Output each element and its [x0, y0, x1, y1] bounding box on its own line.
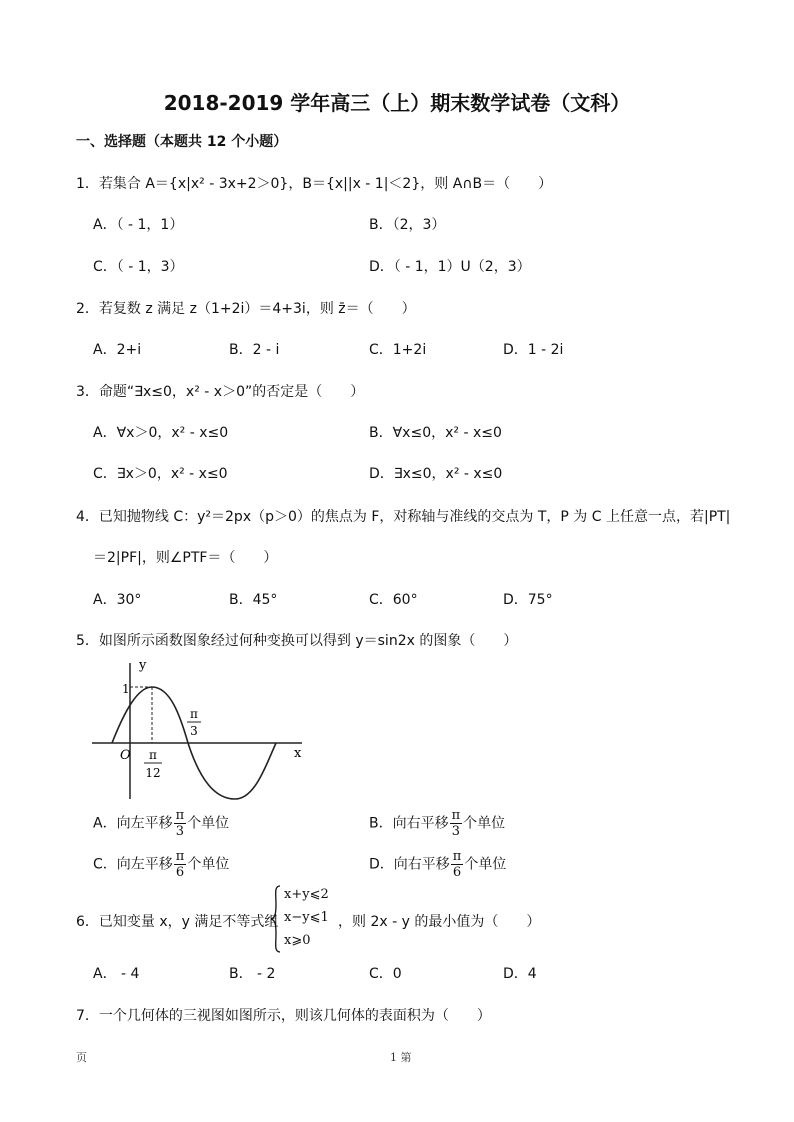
question-2-option-d: D．1 - 2i: [503, 342, 564, 358]
question-6-stem-prefix: 6．已知变量 x，y 满足不等式组: [76, 914, 279, 930]
tick-right-numerator: π: [190, 707, 198, 721]
peak-value-label: 1: [122, 682, 130, 696]
question-3-option-a: A．∀x＞0，x² - x≤0: [93, 425, 229, 441]
question-2-option-b: B．2 - i: [229, 342, 280, 358]
system-brace-icon: [270, 884, 282, 954]
question-5-stem: 5．如图所示函数图象经过何种变换可以得到 y＝sin2x 的图象（ ）: [76, 633, 518, 649]
tick-right-denominator: 3: [190, 724, 198, 738]
section-heading: 一、选择题（本题共 12 个小题）: [76, 134, 288, 150]
question-4-stem: 4．已知抛物线 C：y²＝2px（p＞0）的焦点为 F，对称轴与准线的交点为 T，P 为 C 上任意一点，若|PT|: [76, 509, 731, 525]
inequality-3: x⩾0: [284, 933, 311, 948]
footer-left: 页: [76, 1051, 87, 1064]
page-title: 2018-2019 学年高三（上）期末数学试卷（文科）: [163, 91, 631, 115]
question-3-option-c: C．∃x＞0，x² - x≤0: [93, 466, 228, 482]
question-1-option-b: B．（2，3）: [369, 217, 446, 233]
question-4-option-d: D．75°: [503, 592, 553, 608]
question-6-option-c: C．0: [369, 966, 402, 982]
question-4-option-c: C．60°: [369, 592, 418, 608]
tick-left-denominator: 12: [145, 766, 161, 780]
question-6-option-b: B． - 2: [229, 966, 276, 982]
question-4-option-a: A．30°: [93, 592, 142, 608]
x-axis-label: x: [294, 746, 302, 761]
question-5-option-d: D．向右平移 $\frac{\pi}{6}$ 个单位: [369, 849, 507, 880]
question-1-option-d: D．（ - 1，1）U（2，3）: [369, 259, 531, 275]
question-2-stem: 2．若复数 z 满足 z（1+2i）＝4+3i，则 z̄＝（ ）: [76, 301, 416, 317]
question-7-stem: 7．一个几何体的三视图如图所示，则该几何体的表面积为（ ）: [76, 1008, 491, 1024]
question-1-option-a: A．（ - 1，1）: [93, 217, 184, 233]
question-4-stem-continued: ＝2|PF|，则∠PTF＝（ ）: [93, 550, 278, 566]
inequality-1: x+y⩽2: [284, 887, 329, 902]
question-1-option-c: C．（ - 1，3）: [93, 259, 184, 275]
origin-label: O: [120, 748, 131, 763]
question-3-option-d: D．∃x≤0，x² - x≤0: [369, 466, 503, 482]
question-5-option-c: C．向左平移 $\frac{\pi}{6}$ 个单位: [93, 849, 230, 880]
question-2-option-c: C．1+2i: [369, 342, 427, 358]
y-axis-label: y: [139, 658, 147, 673]
tick-left-numerator: π: [149, 748, 157, 762]
question-6-option-a: A． - 4: [93, 966, 140, 982]
footer-page-number: 1 第: [390, 1051, 412, 1064]
question-5-option-b: B．向右平移 $\frac{\pi}{3}$ 个单位: [369, 808, 506, 839]
question-4-option-b: B．45°: [229, 592, 278, 608]
question-3-stem: 3．命题“∃x≤0，x² - x＞0”的否定是（ ）: [76, 384, 365, 400]
question-3-option-b: B．∀x≤0，x² - x≤0: [369, 425, 502, 441]
question-5-option-a: A．向左平移 $\frac{\pi}{3}$ 个单位: [93, 808, 230, 839]
question-6-stem-suffix: ，则 2x - y 的最小值为（ ）: [338, 914, 541, 930]
question-1-stem: 1．若集合 A＝{x|x² - 3x+2＞0}，B＝{x||x - 1|＜2}，则 A∩B＝（ ）: [76, 176, 553, 192]
sine-graph-figure: [90, 655, 310, 805]
question-6-option-d: D．4: [503, 966, 537, 982]
question-2-option-a: A．2+i: [93, 342, 142, 358]
inequality-2: x−y⩽1: [284, 910, 329, 925]
